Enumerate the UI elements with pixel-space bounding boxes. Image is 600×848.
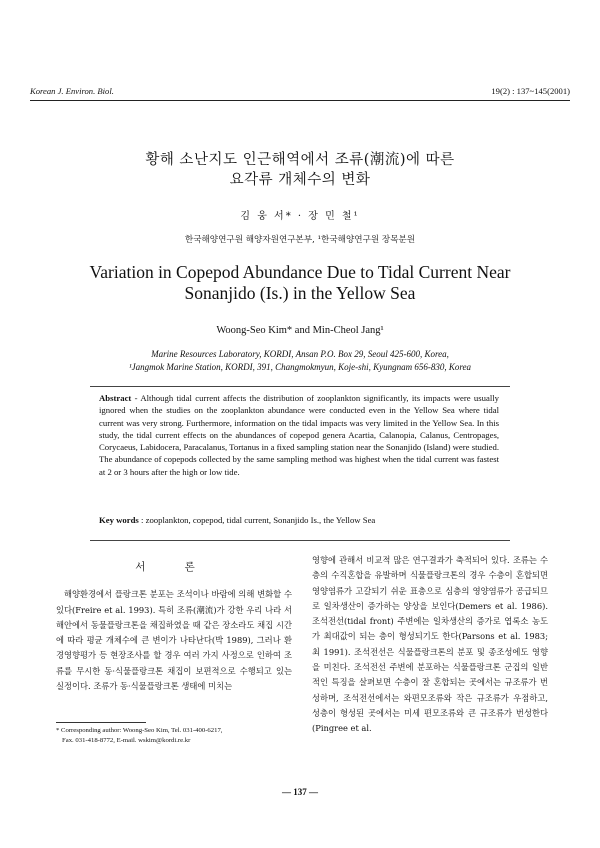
english-title-line2: Sonanjido (Is.) in the Yellow Sea bbox=[184, 283, 416, 303]
abstract-text: - Although tidal current affects the distribution of zooplankton significantly, its impacts were usually ignored when the studies on the zooplankton abundance were conducted even in the Yellow Sea where tidal current was very strong. Furthermore, information on the tidal impacts was very limited in the Yellow Sea. In this study, the tidal current effects on the abundances of copepod genera Acartia, Calanopia, Calanus, Centropages, Corycaeus, Labidocera, Paracalanus, Tortanus in a fixed sampling station near the Sonanjido (Island) were studied. The abundance of copepods collected by the same sampling method was highest when the tidal current was fastest at 2 or 3 hours after the high or low tide. bbox=[99, 393, 499, 477]
keywords bbox=[99, 515, 499, 525]
footnote-line2: Fax. 031-418-8772, E-mail. wskim@kordi.re.kr bbox=[62, 736, 191, 744]
keywords-text: : zooplankton, copepod, tidal current, Sonanjido Is., the Yellow Sea bbox=[138, 515, 376, 525]
affiliation-line1: Marine Resources Laboratory, KORDI, Ansan P.O. Box 29, Seoul 425-600, Korea, bbox=[151, 349, 449, 359]
english-title-line1: Variation in Copepod Abundance Due to Tidal Current Near bbox=[89, 262, 511, 282]
english-title bbox=[40, 262, 560, 304]
intro-paragraph-left: 해양환경에서 플랑크톤 분포는 조석이나 바람에 의해 변화할 수 있다(Freire et al. 1993). 특히 조류(潮流)가 강한 우리 나라 서해안에서 동물플랑크톤을 채집하였을 때 같은 장소라도 채집 시간에 따라 평균 개체수에 큰 변이가 나타난다(박 1989), 그러나 환경영향평가 등 현장조사를 할 경우 여러 가지 사정으로 인하여 조류를 무시한 동·식물플랑크톤 채집이 보편적으로 수행되고 있는 실정이다. 조류가 동·식물플랑크톤 생태에 미치는 bbox=[56, 589, 292, 692]
right-column bbox=[312, 553, 548, 737]
left-column bbox=[56, 560, 292, 694]
section-heading-introduction: 서 론 bbox=[135, 561, 213, 573]
english-authors: Woong-Seo Kim* and Min-Cheol Jang¹ bbox=[216, 325, 384, 336]
volume-info: 19(2) : 137~145(2001) bbox=[491, 86, 570, 96]
corresponding-author-footnote bbox=[56, 726, 292, 745]
korean-title bbox=[60, 150, 540, 190]
keywords-label: Key words bbox=[99, 515, 139, 525]
footnote-rule bbox=[56, 722, 146, 723]
english-affiliation bbox=[60, 348, 540, 374]
footnote-line1: * Corresponding author: Woong-Seo Kim, Tel. 031-400-6217, bbox=[56, 727, 223, 734]
korean-authors: 김 웅 서* · 장 민 철¹ bbox=[240, 211, 360, 222]
running-header bbox=[30, 86, 570, 100]
page-number: — 137 — bbox=[282, 787, 318, 797]
header-divider bbox=[30, 100, 570, 101]
korean-affiliation: 한국해양연구원 해양자원연구본부, ¹한국해양연구원 장목분원 bbox=[184, 235, 416, 245]
journal-name: Korean J. Environ. Biol. bbox=[30, 86, 114, 96]
keywords-bottom-rule bbox=[90, 540, 510, 541]
korean-title-line1: 황해 소난지도 인근해역에서 조류(潮流)에 따른 bbox=[145, 152, 455, 168]
korean-title-line2: 요각류 개체수의 변화 bbox=[229, 172, 371, 188]
affiliation-line2: ¹Jangmok Marine Station, KORDI, 391, Changmokmyun, Koje-shi, Kyungnam 656-830, Korea bbox=[128, 362, 472, 372]
abstract bbox=[99, 392, 499, 478]
intro-paragraph-right: 영향에 관해서 비교적 많은 연구결과가 축적되어 있다. 조류는 수층의 수직혼합을 유발하며 식물플랑크톤의 경우 수층이 혼합되면 영양염류가 고갈되기 쉬운 표층으로 심층의 영양염류가 공급되므로 일차생산이 증가하는 양상을 보인다(Demers et al. 1986). 조석전선(tidal front) 주변에는 일차생산의 증가로 엽록소 농도가 최대값이 되는 층이 형성되기도 한다(Parsons et al. 1983; 최 1991). 조석전선은 식물플랑크톤의 분포 및 종조성에도 영향을 미친다. 조석전선 주변에 분포하는 식물플랑크톤 군집의 일반적인 특징을 살펴보면 수층이 잘 혼합되는 곳에서는 규조류가 번성하며, 조석전선에서는 와편모조류와 작은 규조류가 우점하고, 성층이 형성된 곳에서는 미세 편모조류와 큰 규조류가 번성한다(Pingree et al. bbox=[312, 555, 548, 734]
abstract-top-rule bbox=[90, 386, 510, 387]
abstract-label: Abstract bbox=[99, 393, 132, 403]
